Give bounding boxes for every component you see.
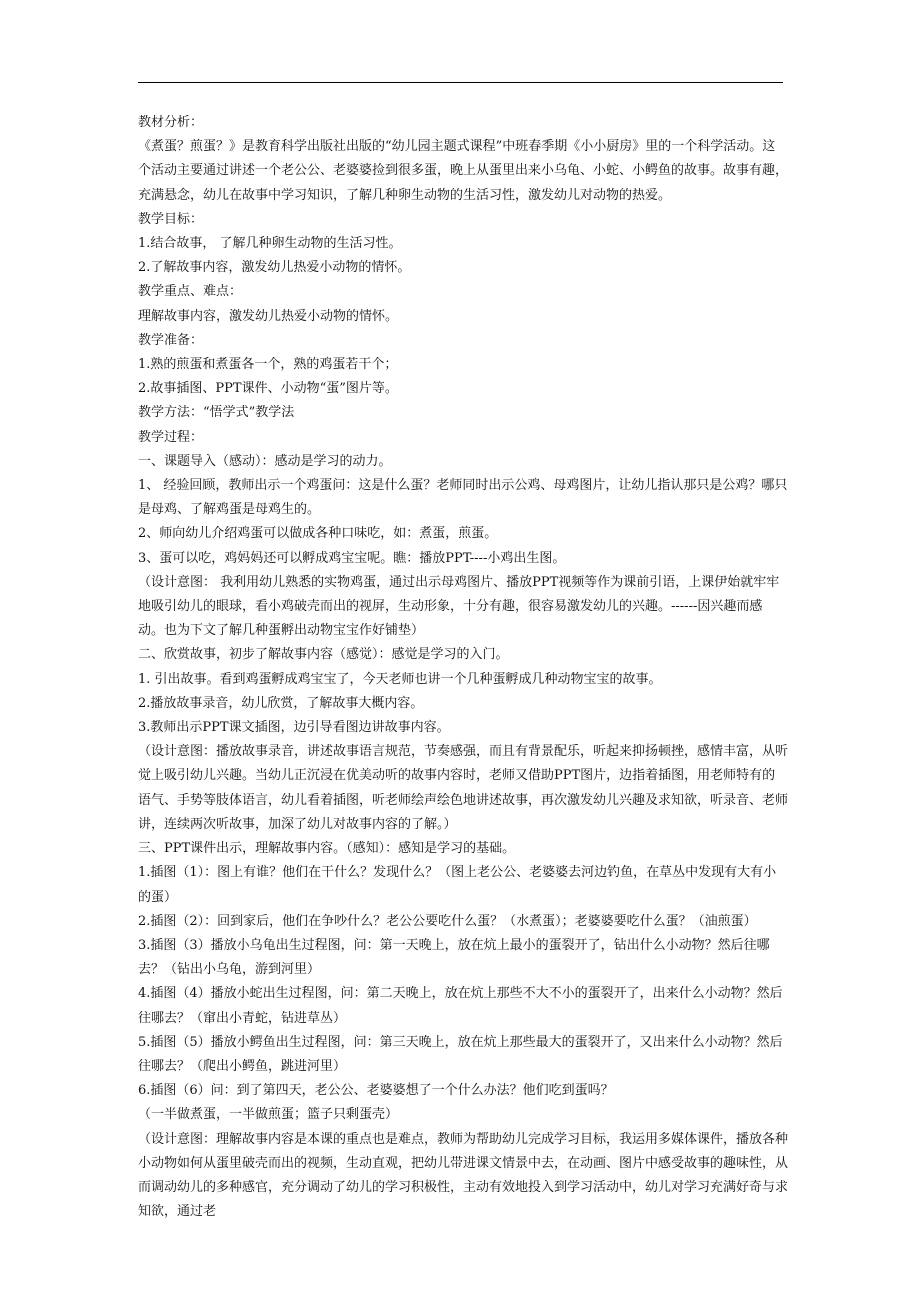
text-line: 一、课题导入（感动）：感动是学习的动力。 [138, 453, 392, 469]
text-line: 1.熟的煎蛋和煮蛋各一个，熟的鸡蛋若干个； [138, 357, 398, 373]
text-line: 1. 引出故事。看到鸡蛋孵成鸡宝宝了，今天老师也讲一个几种蛋孵成几种动物宝宝的故事。 [138, 671, 662, 687]
document-body [138, 111, 788, 1224]
text-line: 教学过程： [138, 429, 204, 445]
text-line: （设计意图：播放故事录音，讲述故事语言规范，节奏感强，而且有背景配乐，听起来抑扬顿挫，感情丰富，从听觉上吸引幼儿兴趣。当幼儿正沉浸在优美动听的故事内容时，老师又借助PPT图片，边指着插图，用老师特有的语气、手势等肢体语言，幼儿看着插图，听老师绘声绘色地讲述故事，再次激发幼儿兴趣及求知欲，听录音、老师讲，连续两次听故事，加深了幼儿对故事内容的了解。） [138, 744, 789, 832]
text-line: 2.故事插图、PPT课件、小动物“蛋”图片等。 [138, 381, 398, 397]
text-line: 5.插图（5）播放小鳄鱼出生过程图，问：第三天晚上，放在炕上那些最大的蛋裂开了，又出来什么小动物？然后往哪去？（爬出小鳄鱼，跳进河里） [138, 1034, 783, 1074]
text-line: 三、PPT课件出示，理解故事内容。（感知）：感知是学习的基础。 [138, 841, 516, 857]
text-line: （设计意图： 我利用幼儿熟悉的实物鸡蛋，通过出示母鸡图片、播放PPT视频等作为课前引语，上课伊始就牢牢地吸引幼儿的眼球，看小鸡破壳而出的视屏，生动形象，十分有趣，很容易激发幼儿的兴趣。------因兴趣而感动。也为下文了解几种蛋孵出动物宝宝作好铺垫） [138, 574, 780, 639]
text-line: 2.了解故事内容，激发幼儿热爱小动物的情怀。 [138, 260, 411, 276]
text-line: 3、蛋可以吃，鸡妈妈还可以孵成鸡宝宝呢。瞧：播放PPT----小鸡出生图。 [138, 550, 566, 566]
text-line: 4.插图（4）播放小蛇出生过程图，问：第二天晚上，放在炕上那些不大不小的蛋裂开了，出来什么小动物？然后往哪去？（窜出小青蛇，钻进草丛） [138, 986, 783, 1026]
text-line: 教学方法：“悟学式”教学法 [138, 405, 295, 421]
text-line: 3.教师出示PPT课文插图，边引导看图边讲故事内容。 [138, 720, 450, 736]
text-line: （设计意图：理解故事内容是本课的重点也是难点，教师为帮助幼儿完成学习目标，我运用多媒体课件，播放各种小动物如何从蛋里破壳而出的视频，生动直观，把幼儿带进课文情景中去，在动画、图片中感受故事的趣味性，从而调动幼儿的多种感官，充分调动了幼儿的学习积极性，主动有效地投入到学习活动中，幼儿对学习充满好奇与求知欲，通过老 [138, 1131, 789, 1220]
text-line: 1、 经验回顾，教师出示一个鸡蛋问：这是什么蛋？老师同时出示公鸡、母鸡图片，让幼儿指认那只是公鸡？哪只是母鸡、了解鸡蛋是母鸡生的。 [138, 478, 788, 518]
text-line: 《煮蛋？煎蛋？》是教育科学出版社出版的“幼儿园主题式课程”中班春季期《小小厨房》里的一个科学活动。这个活动主要通过讲述一个老公公、老婆婆捡到很多蛋，晚上从蛋里出来小乌龟、小蛇、小鳄鱼的故事。故事有趣，充满悬念，幼儿在故事中学习知识，了解几种卵生动物的生活习性，激发幼儿对动物的热爱。 [138, 139, 789, 203]
text-line: 教学重点、难点： [138, 284, 243, 300]
text-line: 教学准备： [138, 332, 204, 348]
header-rule [138, 82, 783, 83]
text-line: 1.插图（1）：图上有谁？他们在干什么？发现什么？（图上老公公、老婆婆去河边钓鱼，在草丛中发现有大有小的蛋） [138, 865, 777, 905]
text-line: 1.结合故事， 了解几种卵生动物的生活习性。 [138, 236, 402, 252]
text-line: （一半做煮蛋，一半做煎蛋；篮子只剩蛋壳） [138, 1107, 399, 1123]
text-line: 理解故事内容，激发幼儿热爱小动物的情怀。 [138, 308, 399, 324]
text-line: 3.插图（3）播放小乌龟出生过程图，问：第一天晚上，放在炕上最小的蛋裂开了，钻出什么小动物？然后往哪去？（钻出小乌龟，游到河里） [138, 937, 770, 978]
text-line: 2.插图（2）：回到家后，他们在争吵什么？老公公要吃什么蛋？（水煮蛋）；老婆婆要吃什么蛋？（油煎蛋） [138, 913, 757, 929]
text-line: 2、师向幼儿介绍鸡蛋可以做成各种口味吃，如：煮蛋，煎蛋。 [138, 526, 498, 542]
text-line: 教学目标： [138, 211, 204, 227]
text-line: 6.插图（6）问：到了第四天，老公公、老婆婆想了一个什么办法？他们吃到蛋吗？ [138, 1083, 614, 1099]
text-line: 2.播放故事录音，幼儿欣赏，了解故事大概内容。 [138, 695, 424, 711]
text-line: 二、欣赏故事，初步了解故事内容（感觉）：感觉是学习的入门。 [138, 647, 509, 663]
text-line: 教材分析： [138, 115, 204, 130]
